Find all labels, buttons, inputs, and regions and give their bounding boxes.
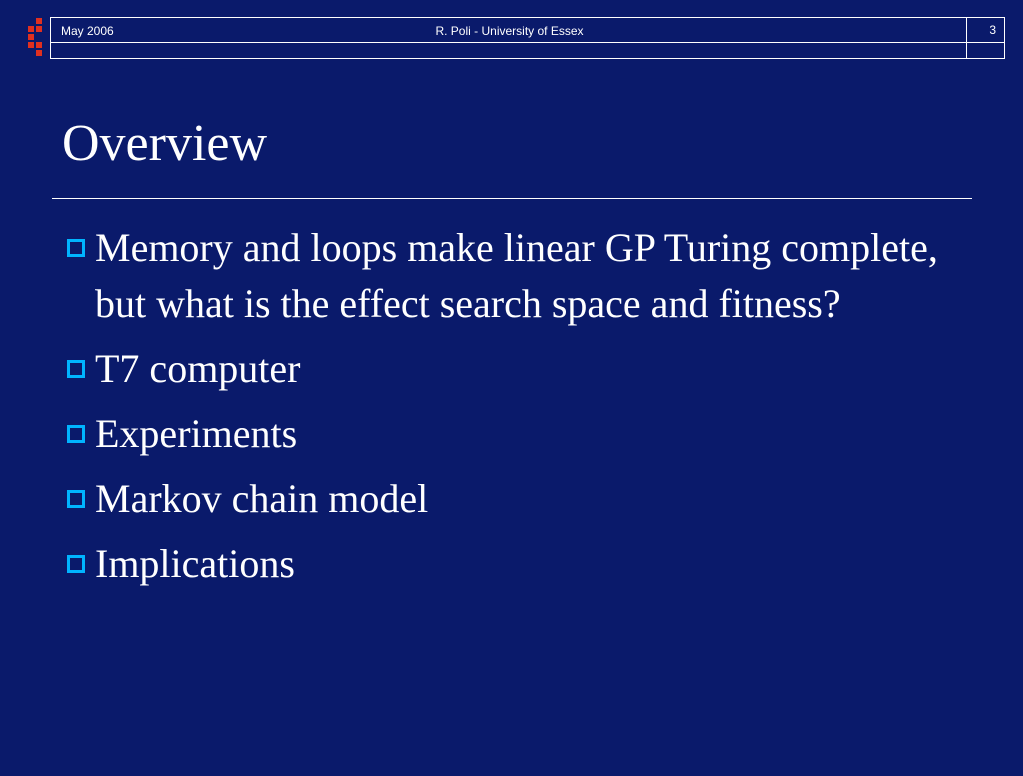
bullet-item [62, 341, 942, 397]
bullet-list [62, 220, 942, 601]
bullet-text: Markov chain model [95, 476, 429, 521]
bullet-box-icon [67, 490, 85, 508]
header-divider [966, 42, 967, 58]
bullet-text: Implications [95, 541, 295, 586]
bullet-text: T7 computer [95, 346, 301, 391]
header-author: R. Poli - University of Essex [435, 24, 584, 38]
bullet-box-icon [67, 425, 85, 443]
bullet-text: Memory and loops make linear GP Turing complete, but what is the effect search space and fitness? [95, 225, 938, 326]
bullet-box-icon [67, 239, 85, 257]
logo-icon [28, 18, 48, 60]
slide-number: 3 [989, 23, 996, 37]
title-divider [52, 198, 972, 199]
slide-title: Overview [62, 115, 268, 172]
slide-number-box [966, 17, 1004, 43]
bullet-item [62, 471, 942, 527]
header-bottom [50, 42, 1005, 59]
bullet-item [62, 406, 942, 462]
bullet-item [62, 220, 942, 332]
bullet-box-icon [67, 360, 85, 378]
header-bar [50, 17, 1005, 59]
bullet-item [62, 536, 942, 592]
header-date: May 2006 [61, 24, 114, 38]
header-top [50, 17, 1005, 43]
bullet-text: Experiments [95, 411, 298, 456]
bullet-box-icon [67, 555, 85, 573]
